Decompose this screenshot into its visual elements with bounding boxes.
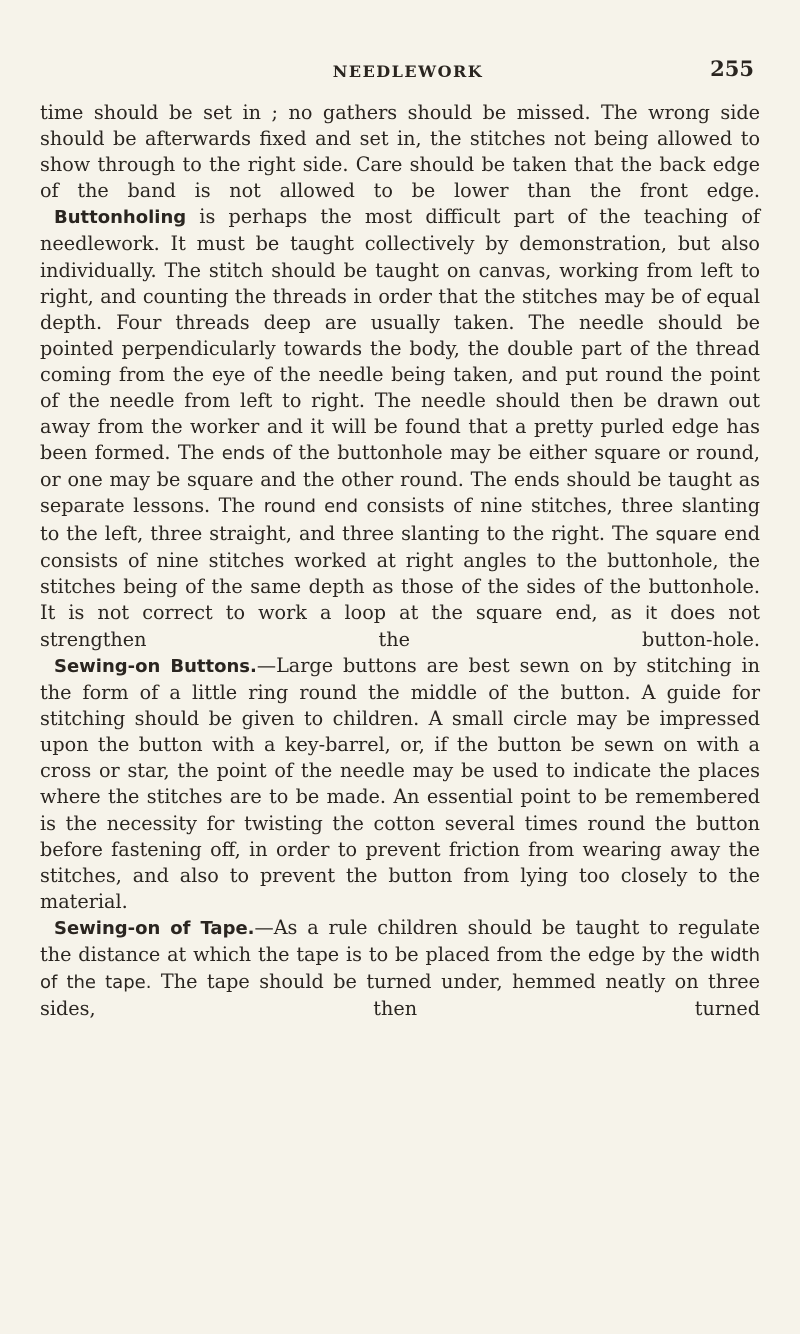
paragraph-text: of the buttonhole may be either square or round, or one may be square and the other round. The ends should be taught as separate lessons. The	[40, 441, 760, 518]
term-width-of-tape: width of the tape.	[40, 945, 760, 994]
page-number: 255	[710, 56, 754, 81]
paragraph-text: —Large buttons are best sewn on by stitching in the form of a little ring round the middle of the button. A guide for stitching should be given to children. A small circle may be impressed upon the button with a key-barrel, or, if the button be sewn on with a cross or star, the point of the needle may be used to indicate the places where the stitches are to be made. An essential point to be remembered is the necessity for twisting the cotton several times round the button before fastening off, in order to prevent friction from wearing away the stitches, and also to prevent the button from lying too closely to the material.	[40, 653, 760, 913]
paragraph-sewing-on-tape	[40, 915, 760, 1022]
running-head	[40, 56, 760, 90]
paragraph-text: end consists of nine stitches worked at right angles to the buttonhole, the stitches being of the same depth as those of the sides of the buttonhole. It is not correct to work a loop at the square end, as	[40, 521, 760, 624]
paragraph-text: time should be set in ; no gathers should be missed. The wrong side should be afterwards fixed and set in, the stitches not being allowed to show through to the right side. Care should be taken that the back edge of the band is not allowed to be lower than the front edge.	[40, 101, 760, 203]
paragraph-text: The tape should be turned under, hemmed neatly on three sides, then turned	[40, 970, 760, 1021]
term-square: square	[655, 523, 717, 545]
paragraph-text: is perhaps the most difficult part of the teaching of needlework. It must be taught collectively by demonstration, but also individually. The stitch should be taught on canvas, working from left to right, and counting the threads in order that the stitches may be of equal depth. Four threads deep are usually taken. The needle should be pointed perpendicularly towards the body, the double part of the thread coming from the eye of the needle being taken, and put round the point of the needle from left to right. The needle should then be drawn out away from the worker and it will be found that a pretty purled edge has been formed. The	[40, 205, 760, 465]
section-lead-sewing-on-buttons: Sewing-on Buttons.	[54, 655, 257, 677]
paragraph-buttonholing	[40, 204, 760, 653]
body-text	[40, 100, 760, 1022]
section-lead-sewing-on-tape: Sewing-on of Tape.	[54, 917, 255, 939]
paragraph-text: consists of nine stitches, three slanting to the left, three straight, and three slanting to the right. The	[40, 494, 761, 545]
section-lead-buttonholing: Buttonholing	[54, 207, 187, 229]
paragraph-text: —As a rule children should be taught to regulate the distance at which the tape is to be placed from the edge by the	[40, 915, 760, 966]
term-ends: ends	[221, 443, 266, 465]
term-it: it	[645, 602, 658, 624]
paragraph-text: does not strengthen the button-hole.	[40, 600, 760, 651]
paragraph-sewing-on-buttons	[40, 653, 760, 915]
term-round-end: round end	[263, 496, 358, 518]
paragraph-gathers	[40, 100, 760, 204]
running-title: NEEDLEWORK	[332, 62, 484, 81]
